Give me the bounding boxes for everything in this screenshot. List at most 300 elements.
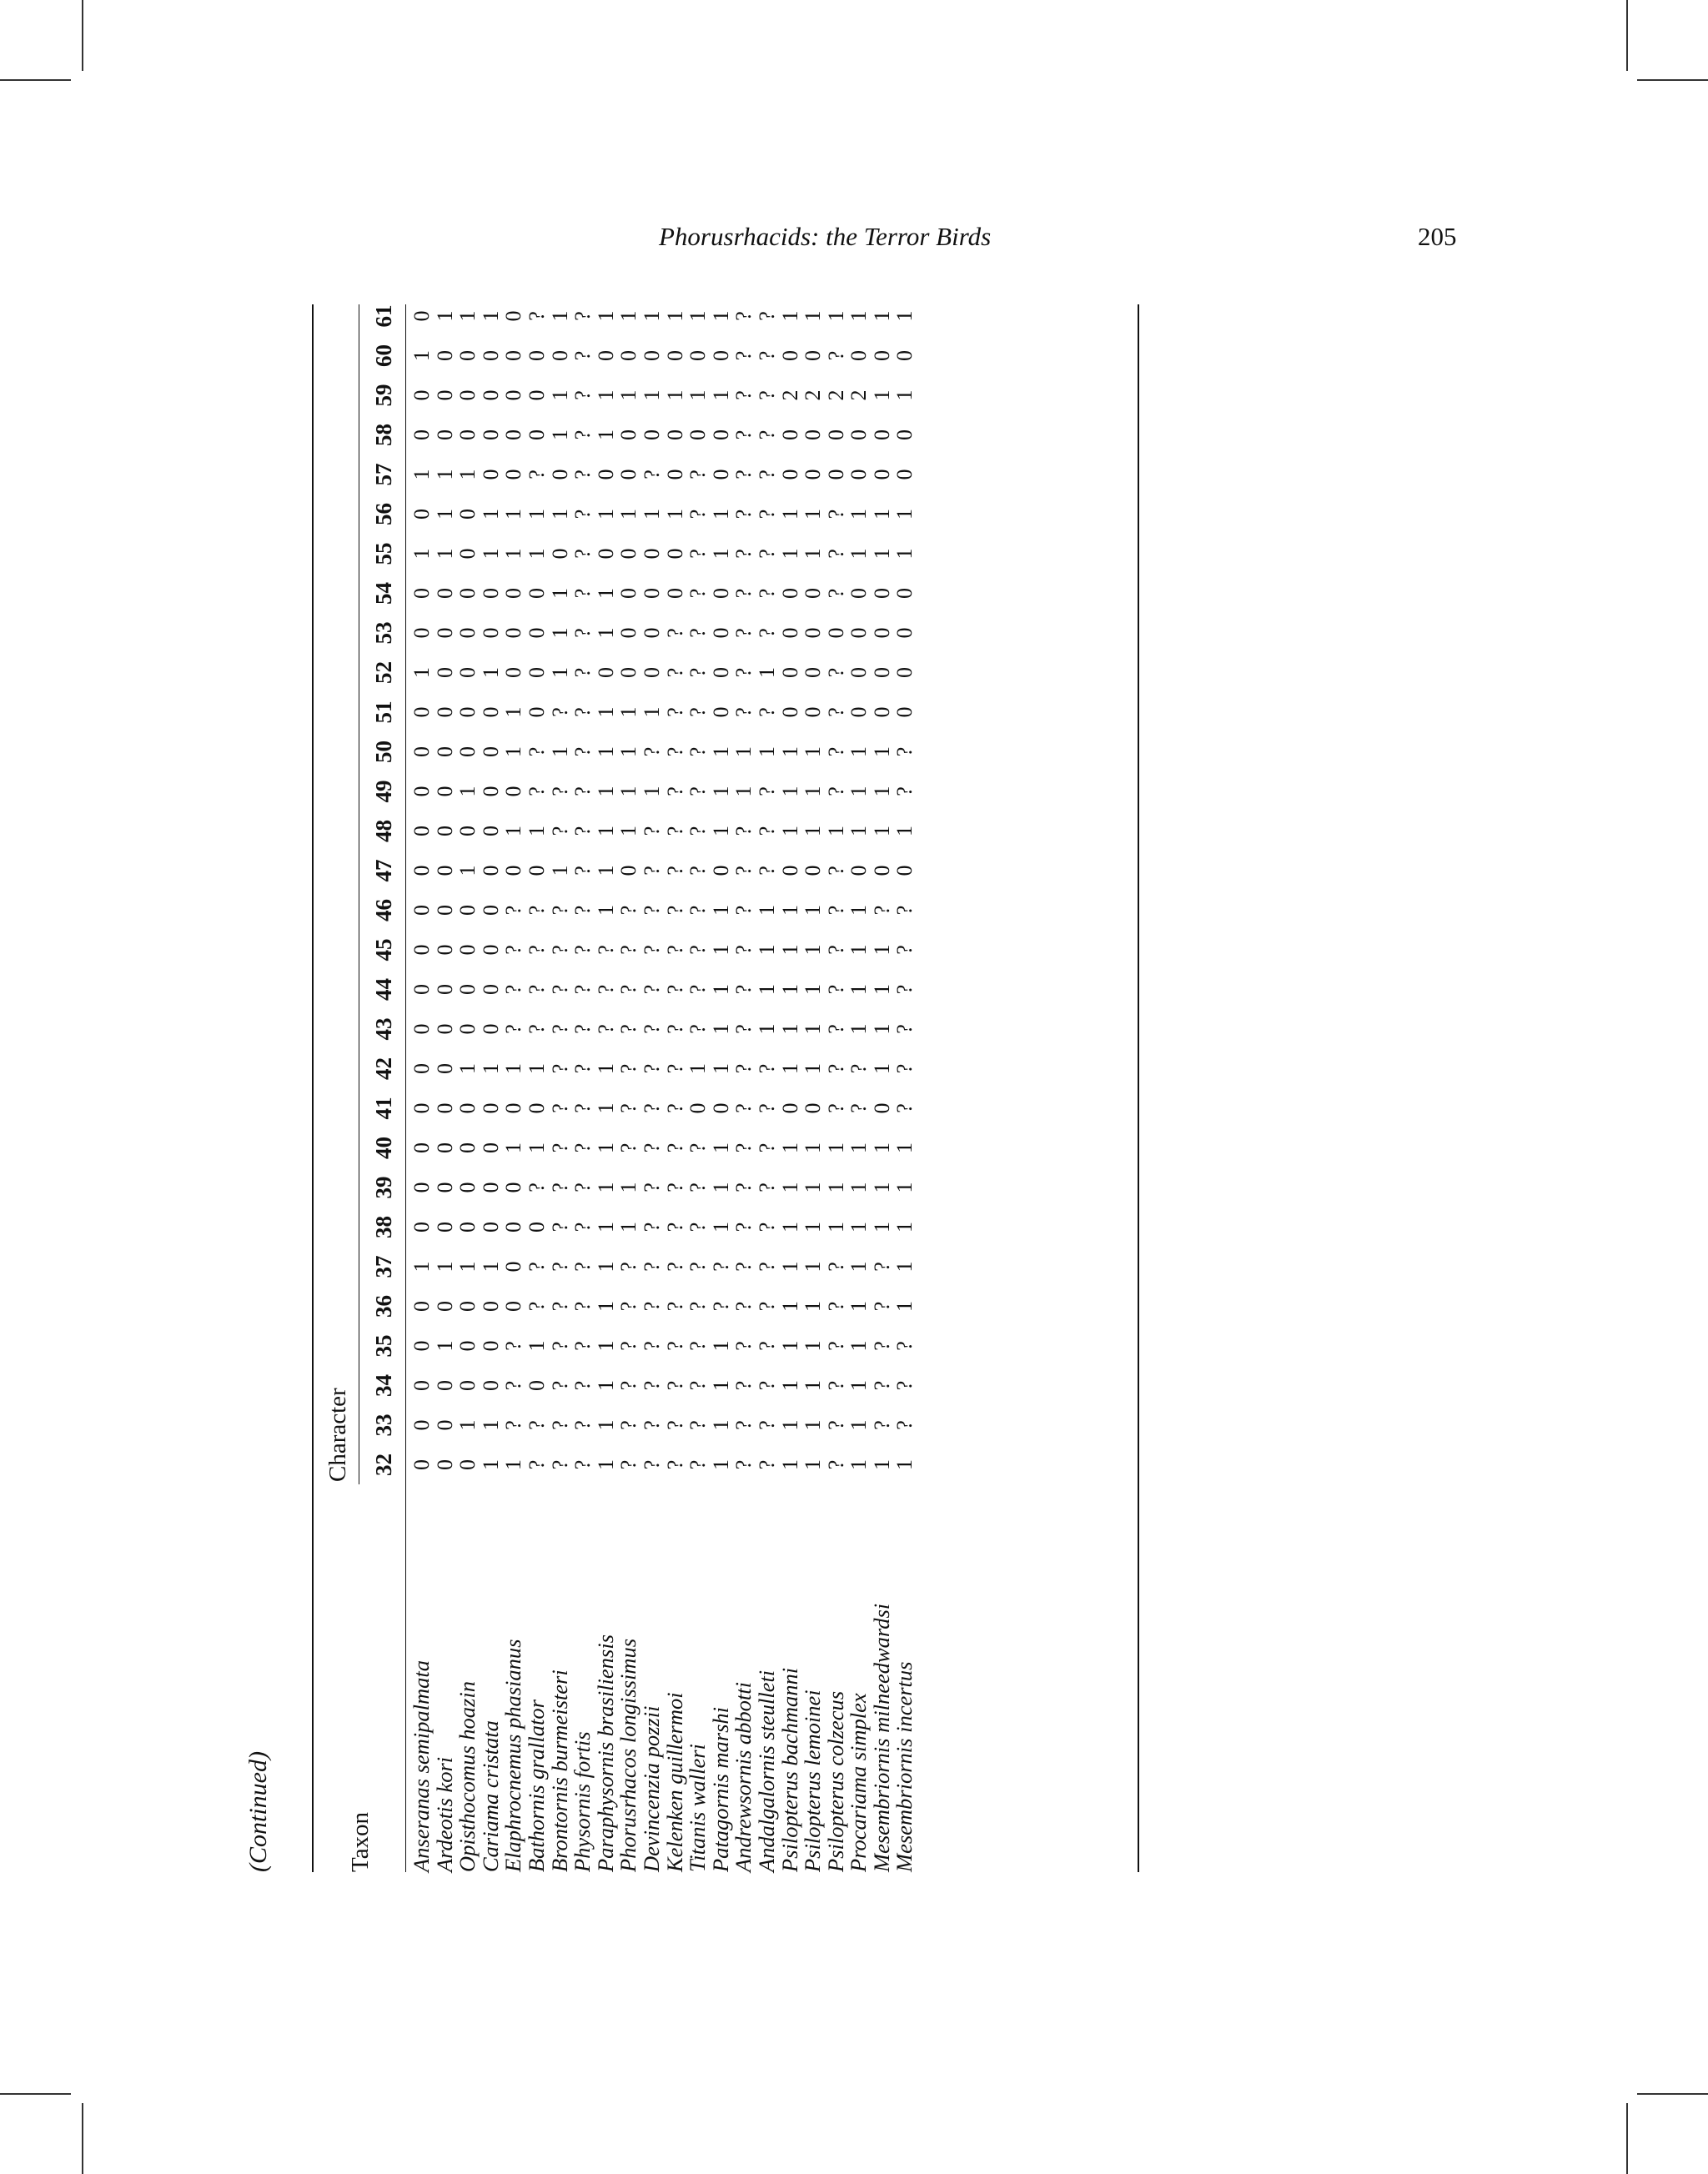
character-state-cell: 0 xyxy=(455,1142,480,1153)
character-state-cell: 1 xyxy=(593,1063,618,1074)
character-state-cell: ? xyxy=(547,984,572,995)
character-state-cell: ? xyxy=(639,1182,664,1192)
character-state-cell: 0 xyxy=(524,1222,549,1233)
character-state-cell: 0 xyxy=(892,429,917,440)
character-number-header: 45 xyxy=(371,938,396,961)
character-state-cell: 0 xyxy=(409,746,434,757)
character-state-cell: 0 xyxy=(524,627,549,639)
character-state-cell: 1 xyxy=(524,1142,549,1153)
character-state-cell: 0 xyxy=(478,1301,503,1312)
character-state-cell: 1 xyxy=(846,509,872,520)
character-state-cell: 0 xyxy=(478,706,503,718)
character-state-cell: ? xyxy=(686,469,711,479)
character-state-cell: 0 xyxy=(455,389,480,401)
character-state-cell: ? xyxy=(616,1262,641,1272)
character-state-cell: 0 xyxy=(708,588,733,599)
character-state-cell: 1 xyxy=(754,667,779,678)
character-state-cell: 1 xyxy=(478,548,503,560)
character-state-cell: 1 xyxy=(801,548,826,560)
character-state-cell: 1 xyxy=(432,548,457,560)
character-state-cell: 1 xyxy=(823,826,848,836)
character-state-cell: ? xyxy=(731,1459,756,1470)
character-state-cell: 1 xyxy=(869,944,894,956)
character-state-cell: ? xyxy=(686,1420,711,1430)
character-state-cell: 1 xyxy=(616,1182,641,1193)
character-state-cell: 0 xyxy=(455,509,480,520)
character-state-cell: 1 xyxy=(547,509,572,520)
character-state-cell: 1 xyxy=(639,509,664,520)
character-state-cell: 0 xyxy=(547,469,572,480)
table-row xyxy=(822,304,848,1872)
character-state-cell: 1 xyxy=(892,1301,917,1312)
character-state-cell: 0 xyxy=(869,350,894,361)
character-state-cell: ? xyxy=(892,1063,917,1074)
character-state-cell: 1 xyxy=(593,1419,618,1431)
character-state-cell: 0 xyxy=(409,389,434,401)
character-state-cell: 1 xyxy=(801,984,826,995)
character-state-cell: ? xyxy=(869,1262,894,1272)
character-state-cell: 0 xyxy=(455,905,480,916)
character-state-cell: 1 xyxy=(708,944,733,956)
character-state-cell: ? xyxy=(754,509,779,520)
character-state-cell: ? xyxy=(892,984,917,995)
character-state-cell: ? xyxy=(570,1222,595,1233)
character-state-cell: 0 xyxy=(409,310,434,322)
character-state-cell: ? xyxy=(754,429,779,440)
character-state-cell: 1 xyxy=(846,1340,872,1352)
character-state-cell: ? xyxy=(869,1301,894,1312)
character-state-cell: ? xyxy=(731,390,756,400)
character-state-cell: 1 xyxy=(616,706,641,718)
character-state-cell: ? xyxy=(686,984,711,995)
character-state-cell: 0 xyxy=(501,667,526,678)
character-state-cell: 0 xyxy=(455,1102,480,1114)
character-state-cell: ? xyxy=(501,1341,526,1351)
character-state-cell: ? xyxy=(686,866,711,876)
character-state-cell: ? xyxy=(501,945,526,955)
character-state-cell: 0 xyxy=(616,429,641,440)
character-state-cell: 0 xyxy=(616,667,641,678)
character-state-cell: ? xyxy=(639,826,664,836)
character-state-cell: ? xyxy=(570,469,595,479)
character-state-cell: ? xyxy=(823,707,848,717)
character-state-cell: 1 xyxy=(801,1340,826,1352)
character-state-cell: ? xyxy=(501,984,526,995)
character-state-cell: ? xyxy=(731,1103,756,1113)
character-state-cell: 0 xyxy=(478,746,503,757)
character-state-cell: ? xyxy=(570,1341,595,1351)
character-state-cell: ? xyxy=(547,1142,572,1153)
character-state-cell: 0 xyxy=(892,865,917,876)
character-state-cell: 1 xyxy=(777,1063,802,1074)
character-state-cell: ? xyxy=(570,628,595,638)
character-state-cell: 0 xyxy=(662,429,687,440)
character-state-cell: 1 xyxy=(846,1261,872,1273)
character-state-cell: ? xyxy=(754,707,779,717)
character-state-cell: ? xyxy=(639,1341,664,1351)
character-state-cell: ? xyxy=(731,1142,756,1153)
character-state-cell: 0 xyxy=(639,350,664,361)
character-state-cell: 1 xyxy=(478,1063,503,1074)
character-state-cell: 0 xyxy=(432,905,457,916)
character-state-cell: 1 xyxy=(616,746,641,757)
character-state-cell: ? xyxy=(547,1341,572,1351)
character-state-cell: 1 xyxy=(801,905,826,916)
character-state-cell: ? xyxy=(524,945,549,955)
character-state-cell: 1 xyxy=(846,1142,872,1153)
character-state-cell: ? xyxy=(524,1182,549,1192)
character-state-cell: 0 xyxy=(547,548,572,560)
character-state-cell: 0 xyxy=(409,1023,434,1035)
character-state-cell: 1 xyxy=(869,1182,894,1193)
character-number-header: 35 xyxy=(371,1334,396,1358)
character-state-cell: 1 xyxy=(708,1063,733,1074)
character-state-cell: 1 xyxy=(524,1063,549,1074)
character-state-cell: 1 xyxy=(801,509,826,520)
character-state-cell: 1 xyxy=(616,389,641,401)
character-state-cell: 1 xyxy=(708,1023,733,1035)
character-state-cell: 0 xyxy=(478,429,503,440)
character-state-cell: 1 xyxy=(708,1142,733,1153)
character-state-cell: ? xyxy=(686,1459,711,1470)
character-state-cell: 0 xyxy=(409,627,434,639)
character-state-cell: ? xyxy=(570,905,595,916)
character-state-cell: 0 xyxy=(501,389,526,401)
character-state-cell: 0 xyxy=(478,1222,503,1233)
character-state-cell: ? xyxy=(823,1459,848,1470)
character-state-cell: 0 xyxy=(846,350,872,361)
character-state-cell: 1 xyxy=(801,1063,826,1074)
character-state-cell: ? xyxy=(686,1222,711,1233)
character-state-cell: 1 xyxy=(801,310,826,322)
character-state-cell: 0 xyxy=(409,588,434,599)
character-state-cell: 1 xyxy=(892,1261,917,1273)
character-state-cell: 0 xyxy=(409,786,434,797)
character-state-cell: 0 xyxy=(869,429,894,440)
character-state-cell: 0 xyxy=(616,350,641,361)
table-body xyxy=(410,304,917,1872)
character-state-cell: 0 xyxy=(846,667,872,678)
character-state-cell: 1 xyxy=(593,389,618,401)
character-state-cell: 1 xyxy=(662,509,687,520)
character-state-cell: 1 xyxy=(455,1063,480,1074)
taxon-name: Andrewsornis abbotti xyxy=(731,1682,756,1872)
character-state-cell: ? xyxy=(754,311,779,321)
taxon-name: Elaphrocnemus phasianus xyxy=(500,1639,526,1872)
character-state-cell: ? xyxy=(892,1420,917,1430)
character-state-cell: 1 xyxy=(777,746,802,757)
character-state-cell: 1 xyxy=(754,746,779,757)
table-row xyxy=(893,304,917,1872)
character-state-cell: 1 xyxy=(754,944,779,956)
character-state-cell: 0 xyxy=(432,746,457,757)
character-state-cell: 0 xyxy=(432,826,457,836)
character-state-cell: 1 xyxy=(593,509,618,520)
character-state-cell: 1 xyxy=(777,905,802,916)
character-state-cell: 1 xyxy=(547,310,572,322)
character-state-cell: ? xyxy=(662,1301,687,1312)
character-state-cell: 0 xyxy=(409,509,434,520)
character-state-cell: 1 xyxy=(593,905,618,916)
character-state-cell: ? xyxy=(754,549,779,559)
character-state-cell: 0 xyxy=(869,1102,894,1114)
character-state-cell: 1 xyxy=(432,469,457,480)
character-state-cell: ? xyxy=(547,1024,572,1034)
character-state-cell: 1 xyxy=(777,1142,802,1153)
character-state-cell: 1 xyxy=(501,826,526,836)
character-state-cell: 0 xyxy=(409,1459,434,1470)
character-state-cell: ? xyxy=(686,1142,711,1153)
character-number-header: 41 xyxy=(371,1097,396,1120)
character-state-cell: 0 xyxy=(432,1459,457,1470)
character-number-header: 32 xyxy=(371,1454,396,1476)
character-state-cell: 0 xyxy=(501,786,526,797)
character-state-cell: 1 xyxy=(547,389,572,401)
character-state-cell: 1 xyxy=(708,746,733,757)
character-state-cell: 1 xyxy=(593,1459,618,1470)
character-state-cell: 2 xyxy=(801,389,826,401)
character-state-cell: 1 xyxy=(708,548,733,560)
character-state-cell: 0 xyxy=(455,627,480,639)
character-state-cell: 1 xyxy=(846,1380,872,1391)
character-state-cell: 1 xyxy=(801,1301,826,1312)
character-state-cell: 0 xyxy=(478,1023,503,1035)
character-state-cell: 0 xyxy=(801,627,826,639)
character-state-cell: 1 xyxy=(478,310,503,322)
character-state-cell: ? xyxy=(731,1182,756,1192)
character-state-cell: ? xyxy=(570,1420,595,1430)
character-state-cell: ? xyxy=(754,1420,779,1430)
table-header-rule xyxy=(405,304,406,1872)
character-state-cell: 0 xyxy=(455,1340,480,1352)
character-state-cell: 1 xyxy=(616,509,641,520)
character-state-cell: 1 xyxy=(593,1182,618,1193)
character-state-cell: 0 xyxy=(593,350,618,361)
character-state-cell: 1 xyxy=(846,1222,872,1233)
character-state-cell: 0 xyxy=(869,706,894,718)
character-state-cell: ? xyxy=(823,1420,848,1430)
character-state-cell: ? xyxy=(754,1142,779,1153)
character-number-header: 38 xyxy=(371,1216,396,1238)
character-state-cell: 0 xyxy=(432,1063,457,1074)
character-state-cell: 0 xyxy=(409,826,434,836)
character-state-cell: 0 xyxy=(686,1102,711,1114)
page-number: 205 xyxy=(1418,222,1457,251)
character-state-cell: 1 xyxy=(846,826,872,836)
character-state-cell: 1 xyxy=(846,1301,872,1312)
table-row xyxy=(686,304,710,1872)
character-state-cell: 1 xyxy=(547,627,572,639)
table-row xyxy=(477,304,503,1872)
character-state-cell: ? xyxy=(662,667,687,678)
character-state-cell: ? xyxy=(823,746,848,757)
character-state-cell: 0 xyxy=(478,984,503,995)
character-number-header: 34 xyxy=(371,1374,396,1397)
character-state-cell: 0 xyxy=(777,667,802,678)
character-state-cell: ? xyxy=(846,1063,872,1074)
character-number-header: 42 xyxy=(371,1057,396,1080)
character-state-cell: 1 xyxy=(777,1380,802,1391)
running-head: Phorusrhacids: the Terror Birds xyxy=(659,222,992,251)
character-state-cell: ? xyxy=(501,905,526,916)
character-state-cell: 1 xyxy=(432,1261,457,1273)
character-state-cell: 0 xyxy=(593,469,618,480)
character-state-cell: 1 xyxy=(501,1459,526,1470)
character-state-cell: ? xyxy=(823,905,848,916)
character-state-cell: 1 xyxy=(846,1182,872,1193)
character-state-cell: ? xyxy=(823,945,848,955)
character-state-cell: ? xyxy=(823,509,848,520)
character-state-cell: 1 xyxy=(823,1222,848,1233)
character-state-cell: ? xyxy=(662,628,687,638)
table-row xyxy=(661,304,687,1872)
character-state-cell: ? xyxy=(639,1380,664,1391)
character-state-cell: 0 xyxy=(478,944,503,956)
character-state-cell: 0 xyxy=(801,1102,826,1114)
character-state-cell: 1 xyxy=(708,984,733,995)
character-state-cell: 0 xyxy=(777,1102,802,1114)
character-state-cell: ? xyxy=(662,1103,687,1113)
table-row xyxy=(502,304,525,1872)
character-state-cell: 1 xyxy=(409,667,434,678)
character-state-cell: 1 xyxy=(593,310,618,322)
character-state-cell: 1 xyxy=(501,1063,526,1074)
character-state-cell: 0 xyxy=(432,350,457,361)
character-state-cell: 1 xyxy=(801,1142,826,1153)
character-state-cell: 1 xyxy=(501,1142,526,1153)
character-state-cell: ? xyxy=(616,905,641,916)
character-state-cell: 0 xyxy=(823,429,848,440)
character-state-cell: 1 xyxy=(777,944,802,956)
character-state-cell: 0 xyxy=(892,706,917,718)
character-state-cell: 0 xyxy=(708,429,733,440)
character-state-cell: 1 xyxy=(455,310,480,322)
table-row xyxy=(847,304,871,1872)
character-state-cell: ? xyxy=(639,1262,664,1272)
character-state-cell: 1 xyxy=(777,1301,802,1312)
character-state-cell: ? xyxy=(754,1341,779,1351)
character-state-cell: ? xyxy=(731,429,756,440)
character-state-cell: 0 xyxy=(478,865,503,876)
character-state-cell: ? xyxy=(570,1103,595,1113)
character-state-cell: ? xyxy=(686,509,711,520)
character-state-cell: 1 xyxy=(593,826,618,836)
character-state-cell: 1 xyxy=(869,984,894,995)
character-state-cell: 1 xyxy=(869,746,894,757)
character-state-cell: 1 xyxy=(801,1380,826,1391)
character-state-cell: 0 xyxy=(801,667,826,678)
character-state-cell: 0 xyxy=(846,627,872,639)
table-row xyxy=(753,304,779,1872)
character-state-cell: ? xyxy=(639,1142,664,1153)
character-state-cell: ? xyxy=(547,786,572,796)
character-state-cell: ? xyxy=(662,1420,687,1430)
character-number-header: 52 xyxy=(371,661,396,684)
character-state-cell: ? xyxy=(754,1380,779,1391)
character-state-cell: 1 xyxy=(432,310,457,322)
character-state-cell: ? xyxy=(686,667,711,678)
character-state-cell: ? xyxy=(662,1459,687,1470)
character-state-cell: 0 xyxy=(409,1182,434,1193)
character-state-cell: 1 xyxy=(777,1222,802,1233)
character-state-cell: 1 xyxy=(501,706,526,718)
character-state-cell: ? xyxy=(662,707,687,717)
character-state-cell: ? xyxy=(570,866,595,876)
character-state-cell: 1 xyxy=(777,1419,802,1431)
character-state-cell: ? xyxy=(639,984,664,995)
character-state-cell: 0 xyxy=(846,429,872,440)
character-state-cell: 0 xyxy=(432,1222,457,1233)
character-state-cell: 1 xyxy=(892,826,917,836)
character-state-cell: 0 xyxy=(455,826,480,836)
character-number-header: 36 xyxy=(371,1295,396,1318)
character-state-cell: 1 xyxy=(892,1182,917,1193)
character-state-cell: ? xyxy=(823,1063,848,1074)
taxon-name: Kelenken guillermoi xyxy=(661,1692,687,1872)
character-state-cell: ? xyxy=(547,1262,572,1272)
character-state-cell: 0 xyxy=(432,389,457,401)
character-state-cell: 0 xyxy=(547,350,572,361)
character-state-cell: ? xyxy=(616,1103,641,1113)
taxon-name: Procariama simplex xyxy=(846,1693,872,1872)
character-state-cell: 1 xyxy=(754,984,779,995)
character-state-cell: ? xyxy=(639,1420,664,1430)
character-state-cell: 0 xyxy=(777,865,802,876)
character-state-cell: 0 xyxy=(432,1142,457,1153)
character-state-cell: 0 xyxy=(478,1142,503,1153)
character-state-cell: 0 xyxy=(409,865,434,876)
character-state-cell: 0 xyxy=(478,905,503,916)
character-state-cell: ? xyxy=(823,866,848,876)
character-number-header: 37 xyxy=(371,1255,396,1278)
character-state-cell: 0 xyxy=(823,627,848,639)
character-state-cell: 0 xyxy=(616,548,641,560)
character-state-cell: ? xyxy=(570,1301,595,1312)
character-state-cell: ? xyxy=(639,1459,664,1470)
character-state-cell: 1 xyxy=(801,786,826,797)
crop-mark xyxy=(82,2103,83,2174)
character-state-cell: ? xyxy=(639,866,664,876)
character-state-cell: 1 xyxy=(869,786,894,797)
character-state-cell: ? xyxy=(616,1142,641,1153)
character-state-cell: 1 xyxy=(432,509,457,520)
character-state-cell: 0 xyxy=(409,1142,434,1153)
character-state-cell: 1 xyxy=(708,1459,733,1470)
character-state-cell: ? xyxy=(501,1024,526,1034)
character-state-cell: 0 xyxy=(846,706,872,718)
character-state-cell: ? xyxy=(754,1459,779,1470)
character-state-cell: 0 xyxy=(501,429,526,440)
character-state-cell: ? xyxy=(731,469,756,479)
character-state-cell: 0 xyxy=(708,350,733,361)
character-state-cell: ? xyxy=(662,1262,687,1272)
character-state-cell: ? xyxy=(823,1024,848,1034)
character-state-cell: 0 xyxy=(409,905,434,916)
character-state-cell: 1 xyxy=(869,1142,894,1153)
character-number-header: 40 xyxy=(371,1137,396,1159)
character-state-cell: ? xyxy=(686,1380,711,1391)
character-state-cell: 1 xyxy=(801,1261,826,1273)
character-state-cell: 1 xyxy=(547,865,572,876)
crop-mark xyxy=(1626,0,1628,71)
character-state-cell: 0 xyxy=(639,627,664,639)
character-state-cell: ? xyxy=(639,1103,664,1113)
character-state-cell: 0 xyxy=(777,627,802,639)
character-state-cell: 1 xyxy=(869,1023,894,1035)
character-state-cell: ? xyxy=(662,826,687,836)
character-state-cell: ? xyxy=(823,549,848,559)
character-state-cell: 1 xyxy=(846,905,872,916)
